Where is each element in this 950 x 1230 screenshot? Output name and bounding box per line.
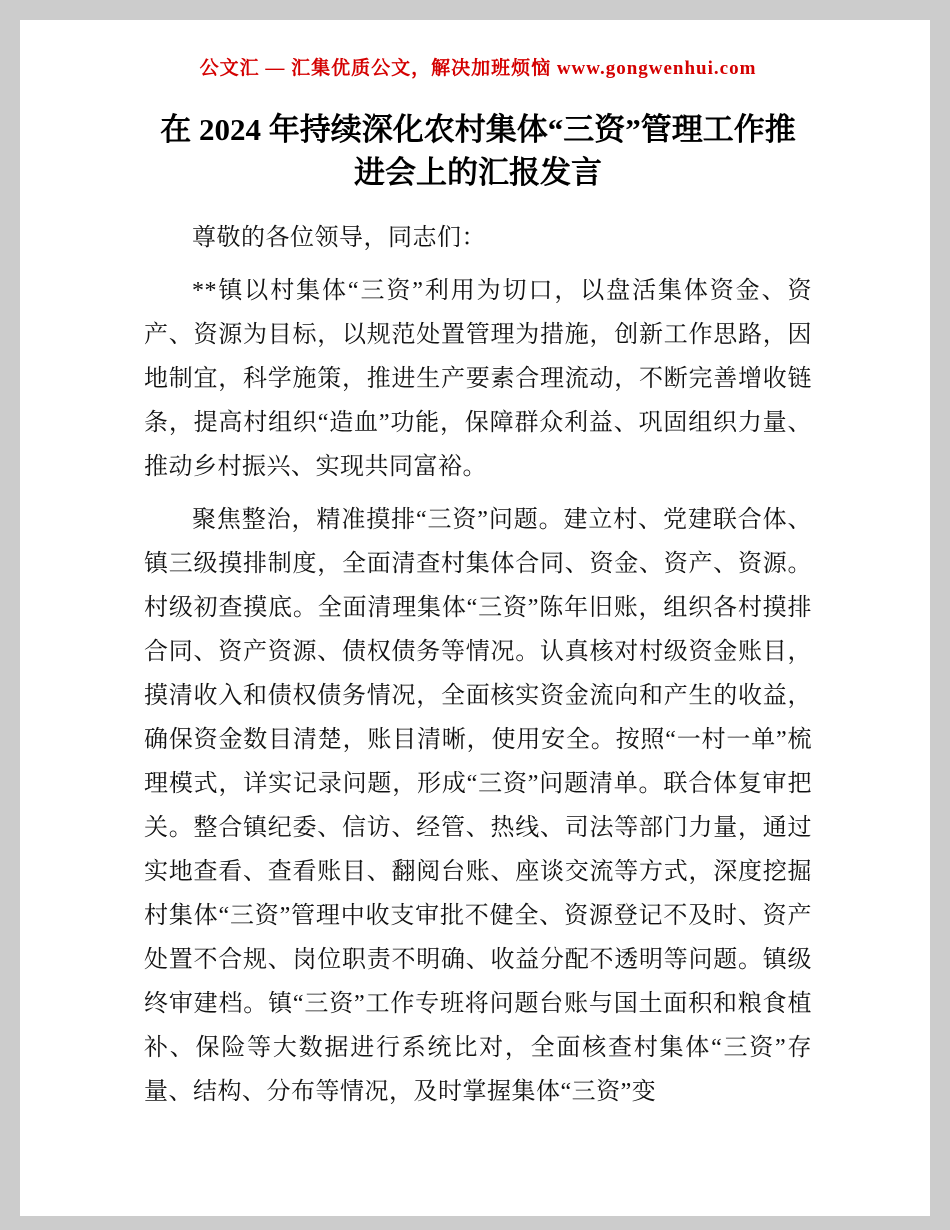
document-title: 在 2024 年持续深化农村集体“三资”管理工作推进会上的汇报发言 — [160, 112, 796, 190]
document-page — [20, 20, 930, 1216]
paragraph-salutation: 尊敬的各位领导，同志们： — [192, 225, 486, 251]
site-banner: 公文汇 — 汇集优质公文，解决加班烦恼 www.gongwenhui.com — [199, 58, 757, 79]
paragraph-body: 聚焦整治，精准摸排“三资”问题。建立村、党建联合体、镇三级摸排制度，全面清查村集体合同、资金、资产、资源。村级初查摸底。全面清理集体“三资”陈年旧账，组织各村摸排合同、资产资源、债权债务等情况。认真核对村级资金账目，摸清收入和债权债务情况，全面核实资金流向和产生的收益，确保资金数目清楚，账目清晰，使用安全。按照“一村一单”梳理模式，详实记录问题，形成“三资”问题清单。联合体复审把关。整合镇纪委、信访、经管、热线、司法等部门力量，通过实地查看、查看账目、翻阅台账、座谈交流等方式，深度挖掘村集体“三资”管理中收支审批不健全、资源登记不及时、资产处置不合规、岗位职责不明确、收益分配不透明等问题。镇级终审建档。镇“三资”工作专班将问题台账与国土面积和粮食植补、保险等大数据进行系统比对，全面核查村集体“三资”存量、结构、分布等情况，及时掌握集体“三资”变 — [144, 507, 812, 1105]
paragraph-intro: **镇以村集体“三资”利用为切口，以盘活集体资金、资产、资源为目标，以规范处置管理为措施，创新工作思路，因地制宜，科学施策，推进生产要素合理流动，不断完善增收链条，提高村组织“造血”功能，保障群众利益、巩固组织力量、推动乡村振兴、实现共同富裕。 — [144, 278, 812, 480]
